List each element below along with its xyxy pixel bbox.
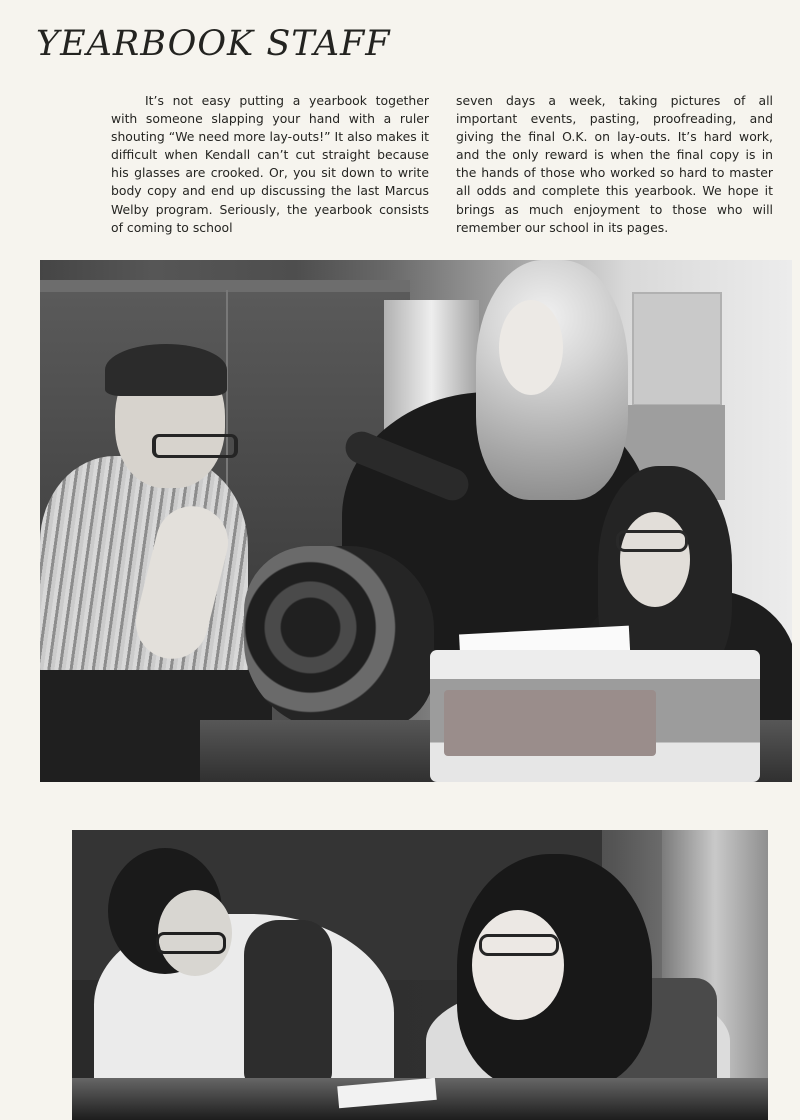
right-student-face (472, 910, 564, 1020)
boy-glasses (152, 434, 238, 458)
page-title: YEARBOOK STAFF (36, 24, 391, 64)
boy-hair (105, 344, 227, 396)
left-student-vest (244, 920, 332, 1085)
standing-girl-face (499, 300, 563, 395)
seated-girl-glasses (616, 530, 688, 552)
cabinet (632, 292, 722, 406)
seated-girl-face (620, 512, 690, 607)
right-student-glasses (479, 934, 559, 956)
body-copy-right: seven days a week, taking pictures of all important events, pasting, proofreading, and giving the final O.K. on lay-outs. It’s hard work, and the only reward is when the final copy is in the hands of those who worked so hard to master all odds and complete this yearbook. We hope it brings as much enjoyment to those who will remember our school in its pages. (456, 93, 773, 235)
typewriter-panel (444, 690, 656, 756)
desk-plant (244, 546, 434, 731)
left-student-glasses (156, 932, 226, 954)
yearbook-staff-photo-bottom (72, 830, 768, 1120)
yearbook-staff-photo-top (40, 260, 792, 782)
body-copy-left: It’s not easy putting a yearbook together with someone slapping your hand with a ruler shouting “We need more lay-outs!” It also makes it difficult when Kendall can’t cut straight because his glasses are crooked. Or, you sit down to write body copy and end up discussing the last Marcus Welby program. Seriously, the yearbook consists of coming to school (111, 93, 429, 235)
